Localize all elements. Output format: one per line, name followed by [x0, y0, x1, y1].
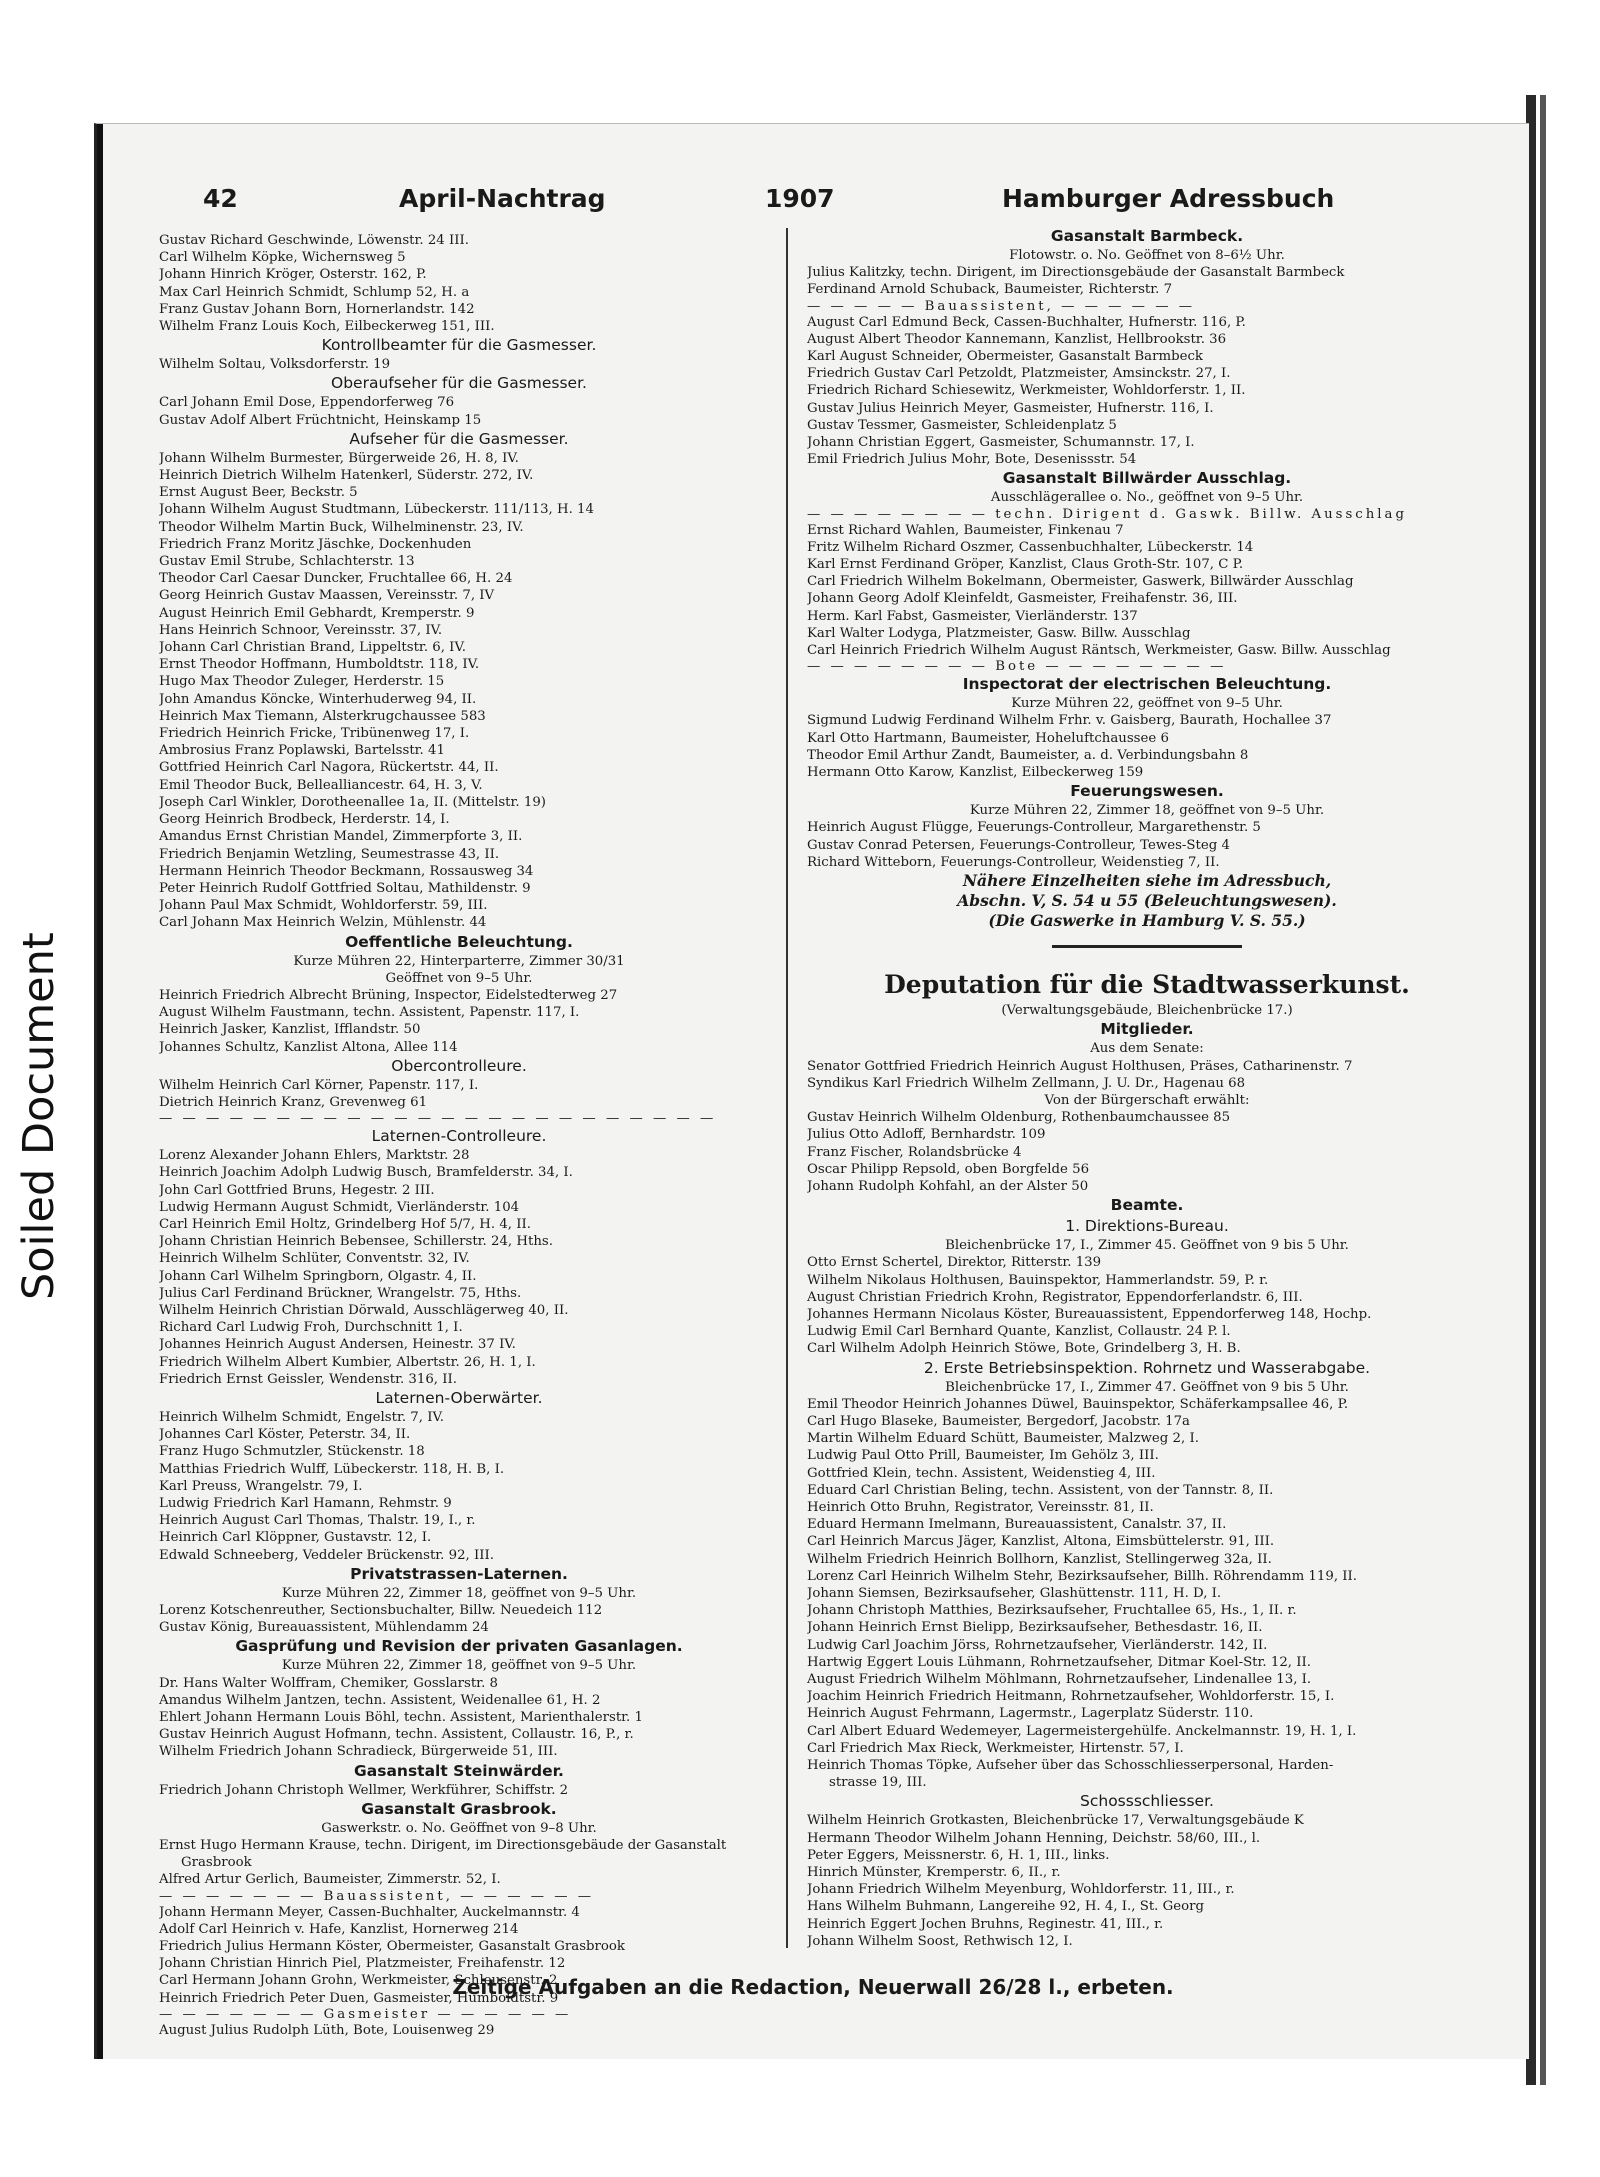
section-heading: Kontrollbeamter für die Gasmesser. — [321, 336, 597, 355]
section-heading: 2. Erste Betriebsinspektion. Rohrnetz und Wasserabgabe. — [923, 1358, 1371, 1377]
section-heading: Schossschliesser. — [1080, 1792, 1214, 1811]
entry-line: Heinrich Friedrich Peter Duen, Gasmeister, Humboldtstr. 9 — [159, 1990, 559, 2006]
entry-line: Carl Hugo Blaseke, Baumeister, Bergedorf, Jacobstr. 17a — [807, 1413, 1190, 1429]
right-column — [807, 226, 1487, 1950]
entry-line: Carl Friedrich Max Rieck, Werkmeister, Hirtenstr. 57, I. — [807, 1740, 1184, 1756]
entry-line: Johann Hermann Meyer, Cassen-Buchhalter, Auckelmannstr. 4 — [159, 1904, 580, 1920]
entry-line: Heinrich Wilhelm Schlüter, Conventstr. 32, IV. — [159, 1251, 470, 1267]
section-heading: Aufseher für die Gasmesser. — [349, 429, 569, 448]
entry-line: Georg Heinrich Gustav Maassen, Vereinsstr. 7, IV — [159, 588, 495, 604]
section-heading-bold: Gasanstalt Steinwärder. — [354, 1761, 564, 1780]
section-subline: Kurze Mühren 22, Hinterparterre, Zimmer 30/31 — [293, 953, 625, 969]
entry-line: Carl Heinrich Friedrich Wilhelm August Räntsch, Werkmeister, Gasw. Billw. Ausschlag — [807, 643, 1391, 659]
entry-line: Oscar Philipp Repsold, oben Borgfelde 56 — [807, 1161, 1090, 1177]
entry-line: Hugo Max Theodor Zuleger, Herderstr. 15 — [159, 674, 445, 690]
entry-line: Heinrich Dietrich Wilhelm Hatenkerl, Süderstr. 272, IV. — [159, 468, 534, 484]
entry-line: Johannes Hermann Nicolaus Köster, Bureauassistent, Eppendorferweg 148, Hochp. — [807, 1306, 1372, 1322]
page-header — [97, 184, 1529, 218]
entry-line: Alfred Artur Gerlich, Baumeister, Zimmerstr. 52, I. — [159, 1872, 501, 1888]
entry-line: Johann Friedrich Wilhelm Meyenburg, Wohldorferstr. 11, III., r. — [807, 1882, 1235, 1898]
entry-line: Hinrich Münster, Kremperstr. 6, II., r. — [807, 1865, 1061, 1881]
section-subline: (Verwaltungsgebäude, Bleichenbrücke 17.) — [1001, 1003, 1293, 1019]
entry-line: Fritz Wilhelm Richard Oszmer, Cassenbuchhalter, Lübeckerstr. 14 — [807, 539, 1254, 555]
dash-line: — — — — — — — Gasmeister — — — — — — — [159, 2006, 572, 2022]
entry-line: Dietrich Heinrich Kranz, Grevenweg 61 — [159, 1094, 428, 1110]
entry-line: John Carl Gottfried Bruns, Hegestr. 2 III. — [159, 1182, 435, 1198]
entry-line: Herm. Karl Fabst, Gasmeister, Vierländerstr. 137 — [807, 608, 1138, 624]
entry-line: Ambrosius Franz Poplawski, Bartelsstr. 41 — [159, 743, 445, 759]
reference-note: Abschn. V, S. 54 u 55 (Beleuchtungswesen). — [957, 891, 1337, 911]
section-heading: Obercontrolleure. — [391, 1056, 527, 1075]
section-subline: Kurze Mühren 22, Zimmer 18, geöffnet von 9–5 Uhr. — [281, 1585, 637, 1601]
entry-line: August Friedrich Wilhelm Möhlmann, Rohrnetzaufseher, Lindenallee 13, I. — [807, 1672, 1312, 1687]
entry-line: August Wilhelm Faustmann, techn. Assistent, Papenstr. 117, I. — [159, 1005, 580, 1021]
entry-line: Johann Christoph Matthies, Bezirksaufseher, Fruchtallee 65, Hs., 1, II. r. — [807, 1603, 1297, 1619]
entry-line: Gottfried Heinrich Carl Nagora, Rückertstr. 44, II. — [159, 760, 499, 776]
column-divider — [786, 228, 788, 1948]
entry-line: Wilhelm Soltau, Volksdorferstr. 19 — [159, 357, 391, 373]
entry-line: strasse 19, III. — [829, 1775, 927, 1791]
entry-line: Max Carl Heinrich Schmidt, Schlump 52, H. a — [159, 284, 470, 300]
section-subline: Bleichenbrücke 17, I., Zimmer 47. Geöffnet von 9 bis 5 Uhr. — [945, 1379, 1349, 1395]
entry-line: Friedrich Wilhelm Albert Kumbier, Albertstr. 26, H. 1, I. — [159, 1354, 536, 1370]
entry-line: August Heinrich Emil Gebhardt, Kremperstr. 9 — [159, 605, 475, 621]
entry-line: Ehlert Johann Hermann Louis Böhl, techn. Assistent, Marienthalerstr. 1 — [159, 1710, 643, 1726]
section-subline: Gaswerkstr. o. No. Geöffnet von 9–8 Uhr. — [321, 1820, 597, 1836]
section-subline: Aus dem Senate: — [1090, 1041, 1204, 1057]
entry-line: Franz Fischer, Rolandsbrücke 4 — [807, 1144, 1022, 1160]
entry-line: Carl Hermann Johann Grohn, Werkmeister, Schleusenstr. 2 — [159, 1973, 558, 1989]
entry-line: Emil Theodor Heinrich Johannes Düwel, Bauinspektor, Schäferkampsallee 46, P. — [807, 1396, 1349, 1412]
entry-line: Gustav König, Bureauassistent, Mühlendamm 24 — [159, 1620, 489, 1636]
entry-line: Carl Johann Emil Dose, Eppendorferweg 76 — [159, 395, 455, 411]
section-heading: Laternen-Controlleure. — [371, 1127, 547, 1146]
entry-line: Carl Friedrich Wilhelm Bokelmann, Obermeister, Gaswerk, Billwärder Ausschlag — [807, 574, 1354, 590]
entry-line: Heinrich August Flügge, Feuerungs-Controlleur, Margarethenstr. 5 — [807, 820, 1261, 836]
dash-line: — — — — — — — — techn. Dirigent d. Gaswk. Billw. Ausschlag — [807, 506, 1407, 522]
entry-line: Friedrich Benjamin Wetzling, Seumestrasse 43, II. — [159, 846, 500, 862]
entry-line: Heinrich Joachim Adolph Ludwig Busch, Bramfelderstr. 34, I. — [159, 1165, 573, 1181]
entry-line: Johannes Carl Köster, Peterstr. 34, II. — [159, 1427, 411, 1443]
entry-line: Ferdinand Arnold Schuback, Baumeister, Richterstr. 7 — [807, 282, 1173, 298]
entry-line: Wilhelm Heinrich Christian Dörwald, Ausschlägerweg 40, II. — [159, 1302, 569, 1318]
header-section: April-Nachtrag — [399, 184, 606, 213]
section-heading-bold: Gasprüfung und Revision der privaten Gasanlagen. — [235, 1637, 683, 1656]
entry-line: Johann Rudolph Kohfahl, an der Alster 50 — [807, 1178, 1089, 1194]
entry-line: Friedrich Heinrich Fricke, Tribünenweg 17, I. — [159, 726, 470, 742]
entry-line: Heinrich August Carl Thomas, Thalstr. 19, I., r. — [159, 1513, 476, 1529]
section-rule — [1052, 945, 1242, 948]
section-subline: Bleichenbrücke 17, I., Zimmer 45. Geöffnet von 9 bis 5 Uhr. — [945, 1238, 1349, 1254]
dash-line: — — — — — — — Bauassistent, — — — — — — — [159, 1888, 595, 1904]
entry-line: Heinrich Otto Bruhn, Registrator, Vereinsstr. 81, II. — [807, 1499, 1154, 1515]
entry-line: Lorenz Alexander Johann Ehlers, Marktstr. 28 — [159, 1148, 470, 1164]
section-subline: Ausschlägerallee o. No., geöffnet von 9–5 Uhr. — [990, 490, 1304, 506]
entry-line: Richard Carl Ludwig Froh, Durchschnitt 1, I. — [159, 1320, 463, 1336]
entry-line: Emil Friedrich Julius Mohr, Bote, Desenissstr. 54 — [807, 452, 1137, 468]
entry-line: Hermann Otto Karow, Kanzlist, Eilbeckerweg 159 — [807, 765, 1144, 781]
entry-line: Gottfried Klein, techn. Assistent, Weidenstieg 4, III. — [807, 1465, 1156, 1481]
reference-note: Nähere Einzelheiten siehe im Adressbuch, — [962, 871, 1332, 891]
dash-line: — — — — — — — — Bote — — — — — — — — — [807, 659, 1227, 675]
section-heading-bold: Gasanstalt Barmbeck. — [1050, 227, 1244, 245]
entry-line: Martin Wilhelm Eduard Schütt, Baumeister, Malzweg 2, I. — [807, 1431, 1199, 1447]
entry-line: Peter Heinrich Rudolf Gottfried Soltau, Mathildenstr. 9 — [159, 880, 531, 896]
entry-line: Johann Wilhelm August Studtmann, Lübeckerstr. 111/113, H. 14 — [159, 502, 594, 518]
entry-line: Ludwig Paul Otto Prill, Baumeister, Im Gehölz 3, III. — [807, 1448, 1159, 1464]
section-heading-bold: Gasanstalt Billwärder Ausschlag. — [1002, 469, 1292, 488]
entry-line: Heinrich Carl Klöppner, Gustavstr. 12, I. — [159, 1530, 432, 1546]
entry-line: Carl Johann Max Heinrich Welzin, Mühlenstr. 44 — [159, 915, 487, 931]
entry-line: Carl Heinrich Marcus Jäger, Kanzlist, Altona, Eimsbüttelerstr. 91, III. — [807, 1534, 1275, 1550]
entry-line: Heinrich August Fehrmann, Lagermstr., Lagerplatz Süderstr. 110. — [807, 1706, 1254, 1722]
entry-line: Otto Ernst Schertel, Direktor, Ritterstr. 139 — [807, 1255, 1102, 1271]
entry-line: Gustav Adolf Albert Früchtnicht, Heinskamp 15 — [159, 412, 482, 428]
entry-line: Hartwig Eggert Louis Lühmann, Rohrnetzaufseher, Ditmar Koel-Str. 12, II. — [807, 1654, 1311, 1670]
entry-line: Amandus Wilhelm Jantzen, techn. Assistent, Weidenallee 61, H. 2 — [159, 1692, 601, 1708]
entry-line: Karl Otto Hartmann, Baumeister, Hoheluftchaussee 6 — [807, 730, 1169, 746]
entry-line: Ernst Theodor Hoffmann, Humboldtstr. 118, IV. — [159, 657, 480, 673]
entry-line: Syndikus Karl Friedrich Wilhelm Zellmann, J. U. Dr., Hagenau 68 — [807, 1075, 1246, 1091]
section-subline: Flotowstr. o. No. Geöffnet von 8–6½ Uhr. — [1009, 248, 1285, 263]
section-subline: Von der Bürgerschaft erwählt: — [1044, 1092, 1250, 1108]
section-heading: Oberaufseher für die Gasmesser. — [331, 374, 587, 393]
entry-line: Julius Kalitzky, techn. Dirigent, im Directionsgebäude der Gasanstalt Barmbeck — [807, 265, 1345, 281]
entry-line: Theodor Carl Caesar Duncker, Fruchtallee 66, H. 24 — [159, 571, 513, 587]
entry-line: Johann Siemsen, Bezirksaufseher, Glashüttenstr. 111, H. D, I. — [807, 1585, 1222, 1601]
entry-line: Johannes Schultz, Kanzlist Altona, Allee 114 — [159, 1039, 458, 1055]
section-heading-bold: Feuerungswesen. — [1070, 782, 1224, 801]
entry-line: August Christian Friedrich Krohn, Registrator, Eppendorferlandstr. 6, III. — [807, 1289, 1303, 1305]
entry-line: Friedrich Richard Schiesewitz, Werkmeister, Wohldorferstr. 1, II. — [807, 383, 1246, 399]
entry-line: Senator Gottfried Friedrich Heinrich August Holthusen, Präses, Catharinenstr. 7 — [807, 1058, 1353, 1074]
entry-line: Julius Carl Ferdinand Brückner, Wrangelstr. 75, Hths. — [159, 1285, 522, 1301]
dash-line: — — — — — Bauassistent, — — — — — — — [807, 298, 1196, 314]
entry-line: Joachim Heinrich Friedrich Heitmann, Rohrnetzaufseher, Wohldorferstr. 15, I. — [807, 1689, 1335, 1705]
entry-line: Hermann Heinrich Theodor Beckmann, Rossausweg 34 — [159, 863, 534, 879]
entry-line: Friedrich Johann Christoph Wellmer, Werkführer, Schiffstr. 2 — [159, 1782, 569, 1798]
entry-line: Friedrich Ernst Geissler, Wendenstr. 316, II. — [159, 1371, 457, 1387]
section-subline: Kurze Mühren 22, geöffnet von 9–5 Uhr. — [1011, 696, 1283, 712]
entry-line: Johann Carl Christian Brand, Lippeltstr. 6, IV. — [159, 640, 466, 656]
entry-line: Wilhelm Friedrich Heinrich Bollhorn, Kanzlist, Stellingerweg 32a, II. — [807, 1551, 1272, 1567]
entry-line: Johann Georg Adolf Kleinfeldt, Gasmeister, Freihafenstr. 36, III. — [807, 591, 1238, 607]
entry-line: Johann Wilhelm Burmester, Bürgerweide 26, H. 8, IV. — [159, 450, 519, 466]
section-heading-bold: Oeffentliche Beleuchtung. — [345, 932, 573, 951]
entry-line: Johann Christian Hinrich Piel, Platzmeister, Freihafenstr. 12 — [159, 1956, 566, 1972]
entry-line: Wilhelm Nikolaus Holthusen, Bauinspektor, Hammerlandstr. 59, P. r. — [807, 1272, 1269, 1288]
entry-line: Heinrich Max Tiemann, Alsterkrugchaussee 583 — [159, 708, 486, 724]
reference-note: (Die Gaswerke in Hamburg V. S. 55.) — [988, 911, 1306, 931]
page-edge-shadow — [1540, 95, 1546, 2085]
section-heading-bold: Inspectorat der electrischen Beleuchtung. — [962, 675, 1332, 694]
entry-line: August Albert Theodor Kannemann, Kanzlist, Hellbrookstr. 36 — [807, 331, 1227, 347]
entry-line: Ludwig Friedrich Karl Hamann, Rehmstr. 9 — [159, 1496, 452, 1511]
entry-line: Sigmund Ludwig Ferdinand Wilhelm Frhr. v. Gaisberg, Baurath, Hochallee 37 — [807, 713, 1332, 729]
section-heading-bold: Beamte. — [1110, 1196, 1184, 1215]
entry-line: Eduard Hermann Imelmann, Bureauassistent, Canalstr. 37, II. — [807, 1517, 1227, 1533]
entry-line: Wilhelm Friedrich Johann Schradieck, Bürgerweide 51, III. — [159, 1744, 558, 1760]
entry-line: Ludwig Emil Carl Bernhard Quante, Kanzlist, Collaustr. 24 P. l. — [807, 1324, 1231, 1340]
entry-line: Julius Otto Adloff, Bernhardstr. 109 — [807, 1127, 1046, 1143]
entry-line: Amandus Ernst Christian Mandel, Zimmerpforte 3, II. — [159, 829, 523, 845]
entry-line: Theodor Wilhelm Martin Buck, Wilhelminenstr. 23, IV. — [159, 519, 524, 535]
left-column — [159, 232, 759, 2039]
entry-line: Lorenz Kotschenreuther, Sectionsbuchalter, Billw. Neuedeich 112 — [159, 1603, 603, 1619]
section-heading-bold: Gasanstalt Grasbrook. — [361, 1799, 557, 1818]
entry-line: Hermann Theodor Wilhelm Johann Henning, Deichstr. 58/60, III., l. — [807, 1830, 1261, 1846]
entry-line: Johann Carl Wilhelm Springborn, Olgastr. 4, II. — [159, 1268, 477, 1284]
section-subline: Geöffnet von 9–5 Uhr. — [385, 970, 533, 986]
entry-line: Carl Albert Eduard Wedemeyer, Lagermeistergehülfe. Anckelmannstr. 19, H. 1, I. — [807, 1723, 1357, 1739]
entry-line: Edwald Schneeberg, Veddeler Brückenstr. 92, III. — [159, 1547, 494, 1563]
entry-line: Johann Christian Heinrich Bebensee, Schillerstr. 24, Hths. — [159, 1234, 553, 1250]
entry-line: Franz Hugo Schmutzler, Stückenstr. 18 — [159, 1444, 425, 1460]
entry-line: Heinrich Thomas Töpke, Aufseher über das Schosschliesserpersonal, Harden- — [807, 1758, 1334, 1774]
entry-line: Ernst August Beer, Beckstr. 5 — [159, 485, 358, 501]
entry-line: Johann Wilhelm Soost, Rethwisch 12, I. — [807, 1933, 1073, 1949]
document-page — [94, 123, 1529, 2059]
entry-line: Richard Witteborn, Feuerungs-Controlleur, Weidenstieg 7, II. — [807, 854, 1220, 870]
entry-line: Hans Wilhelm Buhmann, Langereihe 92, H. 4, I., St. Georg — [807, 1899, 1204, 1915]
entry-line: Matthias Friedrich Wulff, Lübeckerstr. 118, H. B, I. — [159, 1461, 505, 1477]
section-heading-bold: Mitglieder. — [1100, 1020, 1194, 1039]
entry-line: Heinrich Eggert Jochen Bruhns, Reginestr. 41, III., r. — [807, 1916, 1164, 1932]
entry-line: Johann Hinrich Kröger, Osterstr. 162, P. — [159, 267, 427, 283]
entry-line: Heinrich Jasker, Kanzlist, Ifflandstr. 50 — [159, 1022, 421, 1038]
entry-line: Carl Wilhelm Köpke, Wichernsweg 5 — [159, 250, 406, 266]
section-heading-bold: Privatstrassen-Laternen. — [350, 1564, 568, 1583]
dash-line: — — — — — — — — — — — — — — — — — — — — — — — — — [159, 1111, 717, 1127]
deputation-title: Deputation für die Stadtwasserkunst. — [884, 970, 1410, 1000]
footer-note: Zeitige Aufgaben an die Redaction, Neuerwall 26/28 l., erbeten. — [452, 1975, 1174, 1999]
entry-line: Ernst Hugo Hermann Krause, techn. Dirigent, im Directionsgebäude der Gasanstalt — [159, 1838, 727, 1854]
entry-line: Heinrich Wilhelm Schmidt, Engelstr. 7, IV. — [159, 1409, 444, 1425]
entry-line: Gustav Richard Geschwinde, Löwenstr. 24 III. — [159, 233, 469, 248]
header-year: 1907 — [765, 184, 835, 213]
entry-line: Friedrich Julius Hermann Köster, Obermeister, Gasanstalt Grasbrook — [159, 1939, 625, 1955]
entry-line: Johann Christian Eggert, Gasmeister, Schumannstr. 17, I. — [807, 435, 1195, 451]
entry-line: Peter Eggers, Meissnerstr. 6, H. 1, III., links. — [807, 1847, 1110, 1863]
entry-line: August Carl Edmund Beck, Cassen-Buchhalter, Hufnerstr. 116, P. — [807, 314, 1246, 330]
entry-line: Friedrich Gustav Carl Petzoldt, Platzmeister, Amsinckstr. 27, I. — [807, 366, 1231, 382]
entry-line: Wilhelm Heinrich Grotkasten, Bleichenbrücke 17, Verwaltungsgebäude K — [807, 1813, 1304, 1829]
entry-line: Joseph Carl Winkler, Dorotheenallee 1a, II. (Mittelstr. 19) — [159, 794, 546, 810]
entry-line: Gustav Heinrich Wilhelm Oldenburg, Rothenbaumchaussee 85 — [807, 1110, 1231, 1126]
entry-line: Karl Walter Lodyga, Platzmeister, Gasw. Billw. Ausschlag — [807, 625, 1191, 641]
entry-line: Johannes Heinrich August Andersen, Heinestr. 37 IV. — [159, 1337, 516, 1353]
entry-line: Gustav Emil Strube, Schlachterstr. 13 — [159, 554, 415, 570]
entry-line: Heinrich Friedrich Albrecht Brüning, Inspector, Eidelstedterweg 27 — [159, 987, 618, 1003]
entry-line: Gustav Julius Heinrich Meyer, Gasmeister, Hufnerstr. 116, I. — [807, 400, 1214, 416]
entry-line: Adolf Carl Heinrich v. Hafe, Kanzlist, Hornerweg 214 — [159, 1921, 519, 1937]
entry-line: Karl Ernst Ferdinand Gröper, Kanzlist, Claus Groth-Str. 107, C P. — [807, 557, 1244, 573]
entry-line: Ludwig Hermann August Schmidt, Vierländerstr. 104 — [159, 1199, 520, 1215]
entry-line: Gustav Heinrich August Hofmann, techn. Assistent, Collaustr. 16, P., r. — [159, 1727, 634, 1743]
header-title: Hamburger Adressbuch — [1002, 184, 1335, 213]
entry-line: Carl Wilhelm Adolph Heinrich Stöwe, Bote, Grindelberg 3, H. B. — [807, 1341, 1241, 1357]
entry-line: Gustav Conrad Petersen, Feuerungs-Controlleur, Tewes-Steg 4 — [807, 837, 1230, 853]
section-heading: Laternen-Oberwärter. — [375, 1388, 543, 1407]
entry-line: Grasbrook — [181, 1855, 252, 1871]
entry-line: Karl Preuss, Wrangelstr. 79, I. — [159, 1478, 363, 1494]
entry-line: Emil Theodor Buck, Bellealliancestr. 64, H. 3, V. — [159, 777, 483, 793]
section-subline: Kurze Mühren 22, Zimmer 18, geöffnet von 9–5 Uhr. — [281, 1658, 637, 1674]
page-number: 42 — [203, 184, 238, 213]
entry-line: Hans Heinrich Schnoor, Vereinsstr. 37, IV. — [159, 622, 443, 638]
section-subline: Kurze Mühren 22, Zimmer 18, geöffnet von 9–5 Uhr. — [969, 803, 1325, 819]
entry-line: Franz Gustav Johann Born, Hornerlandstr. 142 — [159, 301, 475, 317]
entry-line: Carl Heinrich Emil Holtz, Grindelberg Hof 5/7, H. 4, II. — [159, 1216, 531, 1232]
entry-line: Theodor Emil Arthur Zandt, Baumeister, a. d. Verbindungsbahn 8 — [807, 747, 1249, 763]
entry-line: Ernst Richard Wahlen, Baumeister, Finkenau 7 — [807, 522, 1124, 538]
watermark-text: Soiled Document — [14, 932, 64, 1300]
entry-line: John Amandus Köncke, Winterhuderweg 94, II. — [159, 691, 477, 707]
entry-line: Lorenz Carl Heinrich Wilhelm Stehr, Bezirksaufseher, Billh. Röhrendamm 119, II. — [807, 1568, 1358, 1584]
entry-line: Gustav Tessmer, Gasmeister, Schleidenplatz 5 — [807, 417, 1117, 433]
entry-line: Friedrich Franz Moritz Jäschke, Dockenhuden — [159, 536, 472, 552]
entry-line: Wilhelm Franz Louis Koch, Eilbeckerweg 151, III. — [159, 319, 495, 335]
entry-line: Eduard Carl Christian Beling, techn. Assistent, von der Tannstr. 8, II. — [807, 1482, 1274, 1498]
entry-line: Wilhelm Heinrich Carl Körner, Papenstr. 117, I. — [159, 1077, 479, 1093]
entry-line: Georg Heinrich Brodbeck, Herderstr. 14, I. — [159, 812, 450, 828]
entry-line: August Julius Rudolph Lüth, Bote, Louisenweg 29 — [159, 2022, 495, 2038]
section-heading: 1. Direktions-Bureau. — [1065, 1217, 1229, 1236]
entry-line: Karl August Schneider, Obermeister, Gasanstalt Barmbeck — [807, 349, 1203, 365]
entry-line: Ludwig Carl Joachim Jörss, Rohrnetzaufseher, Vierländerstr. 142, II. — [807, 1637, 1268, 1653]
entry-line: Johann Paul Max Schmidt, Wohldorferstr. 59, III. — [159, 898, 488, 914]
entry-line: Dr. Hans Walter Wolffram, Chemiker, Gosslarstr. 8 — [159, 1675, 498, 1691]
entry-line: Johann Heinrich Ernst Bielipp, Bezirksaufseher, Bethesdastr. 16, II. — [807, 1620, 1263, 1636]
